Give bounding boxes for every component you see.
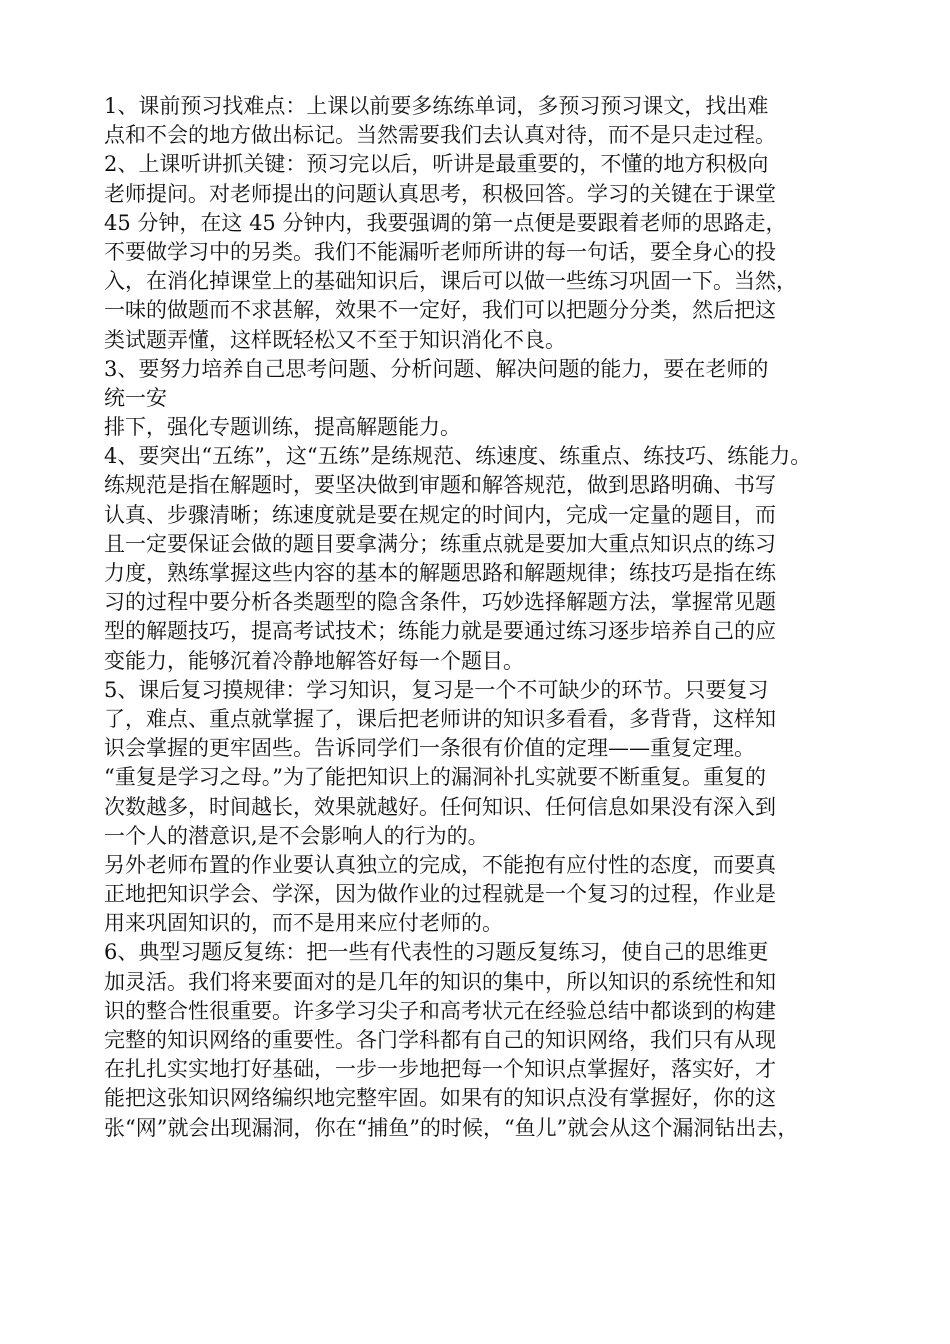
text-line: 6、典型习题反复练：把一些有代表性的习题反复练习，使自己的思维更 [104, 940, 769, 965]
text-line: 4、要突出“五练”，这“五练”是练规范、练速度、练重点、练技巧、练能力。 [104, 444, 812, 469]
text-line: 变能力，能够沉着冷静地解答好每一个题目。 [104, 648, 524, 673]
text-line: 2、上课听讲抓关键：预习完以后，听讲是最重要的，不懂的地方积极向 [104, 152, 769, 177]
text-line: 完整的知识网络的重要性。各门学科都有自己的知识网络，我们只有从现 [104, 1028, 776, 1052]
text-line: 力度，熟练掌握这些内容的基本的解题思路和解题规律；练技巧是指在练 [104, 561, 776, 585]
text-line: 不要做学习中的另类。我们不能漏听老师所讲的每一句话，要全身心的投 [104, 239, 776, 264]
text-line: 习的过程中要分析各类题型的隐含条件，巧妙选择解题方法，掌握常见题 [104, 590, 776, 615]
text-line: 识的整合性很重要。许多学习尖子和高考状元在经验总结中都谈到的构建 [104, 998, 776, 1023]
text-line: 用来巩固知识的，而不是用来应付老师的。 [104, 911, 503, 936]
text-line: 点和不会的地方做出标记。当然需要我们去认真对待，而不是只走过程。 [104, 123, 776, 148]
text-line: 在扎扎实实地打好基础，一步一步地把每一个知识点掌握好，落实好，才 [104, 1057, 776, 1082]
text-line: 次数越多，时间越长，效果就越好。任何知识、任何信息如果没有深入到 [104, 794, 776, 819]
text-line: 入，在消化掉课堂上的基础知识后，课后可以做一些练习巩固一下。当然， [104, 269, 797, 294]
text-line: 一味的做题而不求甚解，效果不一定好，我们可以把题分分类，然后把这 [104, 298, 776, 323]
text-line: 3、要努力培养自己思考问题、分析问题、解决问题的能力，要在老师的 [104, 356, 769, 381]
text-line: 加灵活。我们将来要面对的是几年的知识的集中，所以知识的系统性和知 [104, 969, 776, 994]
text-line: 另外老师布置的作业要认真独立的完成，不能抱有应付性的态度，而要真 [104, 852, 776, 877]
text-line: 且一定要保证会做的题目要拿满分；练重点就是要加大重点知识点的练习 [104, 531, 776, 556]
text-line: 45 分钟，在这 45 分钟内，我要强调的第一点便是要跟着老师的思路走， [104, 210, 787, 235]
text-line: 一个人的潜意识,是不会影响人的行为的。 [104, 823, 489, 848]
text-line: 识会掌握的更牢固些。告诉同学们一条很有价值的定理——重复定理。 [104, 736, 755, 761]
text-line: 型的解题技巧，提高考试技术；练能力就是要通过练习逐步培养自己的应 [104, 619, 776, 644]
document-body [104, 92, 864, 1143]
text-line: 能把这张知识网络编织地完整牢固。如果有的知识点没有掌握好，你的这 [104, 1086, 776, 1111]
text-line: 了，难点、重点就掌握了，课后把老师讲的知识多看看，多背背，这样知 [104, 706, 776, 731]
text-line: 5、课后复习摸规律：学习知识，复习是一个不可缺少的环节。只要复习 [104, 677, 769, 702]
text-line: 排下，强化专题训练，提高解题能力。 [104, 415, 461, 440]
text-line: 张“网”就会出现漏洞，你在“捕鱼”的时候，“鱼儿”就会从这个漏洞钻出去， [104, 1115, 799, 1140]
text-line: 类试题弄懂，这样既轻松又不至于知识消化不良。 [104, 327, 566, 352]
text-line: 认真、步骤清晰；练速度就是要在规定的时间内，完成一定量的题目，而 [104, 502, 776, 527]
text-line: “重复是学习之母。”为了能把知识上的漏洞补扎实就要不断重复。重复的 [104, 765, 766, 790]
text-line: 统一安 [104, 385, 167, 410]
text-line: 1、课前预习找难点：上课以前要多练练单词，多预习预习课文，找出难 [104, 94, 769, 118]
text-line: 正地把知识学会、学深，因为做作业的过程就是一个复习的过程，作业是 [104, 882, 776, 907]
text-line: 老师提问。对老师提出的问题认真思考，积极回答。学习的关键在于课堂 [104, 181, 776, 206]
text-line: 练规范是指在解题时，要坚决做到审题和解答规范，做到思路明确、书写 [104, 473, 776, 498]
